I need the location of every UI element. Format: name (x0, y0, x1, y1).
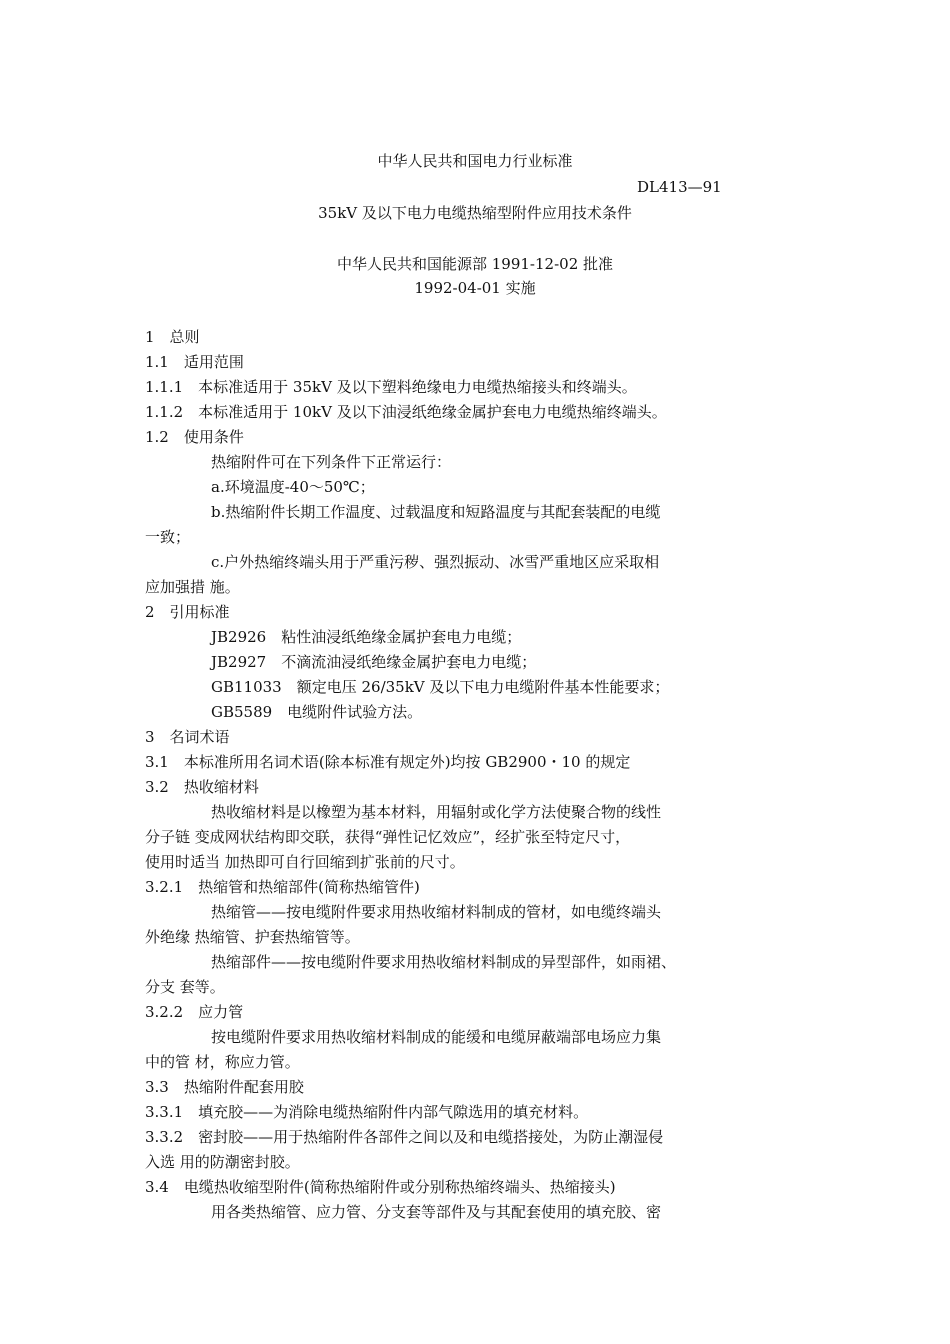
paragraph-line: 中的管 材，称应力管。 (145, 1053, 300, 1071)
reference-item: JB2927 不滴流油浸纸绝缘金属护套电力电缆； (211, 653, 537, 671)
paragraph-line: 热缩管——按电缆附件要求用热收缩材料制成的管材，如电缆终端头 (211, 903, 662, 921)
section-heading: 1.2 使用条件 (145, 428, 244, 446)
clause-line: 1.1.1 本标准适用于 35kV 及以下塑料绝缘电力电缆热缩接头和终端头。 (145, 378, 637, 396)
clause-line: 3.3.1 填充胶——为消除电缆热缩附件内部气隙选用的填充材料。 (145, 1103, 589, 1121)
paragraph-line: 入选 用的防潮密封胶。 (145, 1153, 300, 1171)
section-heading: 3 名词术语 (145, 728, 230, 746)
list-item: b.热缩附件长期工作温度、过载温度和短路温度与其配套装配的电缆 (211, 503, 661, 521)
paragraph-line: 外绝缘 热缩管、护套热缩管等。 (145, 928, 360, 946)
paragraph-line: 分支 套等。 (145, 978, 225, 996)
reference-item: GB5589 电缆附件试验方法。 (211, 703, 423, 721)
list-item: a.环境温度-40～50℃； (211, 478, 375, 496)
list-item: c.户外热缩终端头用于严重污秽、强烈振动、冰雪严重地区应采取相 (211, 553, 660, 571)
reference-item: GB11033 额定电压 26/35kV 及以下电力电缆附件基本性能要求； (211, 678, 670, 696)
document-title: 35kV 及以下电力电缆热缩型附件应用技术条件 (318, 204, 632, 222)
section-heading: 3.4 电缆热收缩型附件(简称热缩附件或分别称热缩终端头、热缩接头) (145, 1178, 616, 1196)
clause-line: 3.3.2 密封胶——用于热缩附件各部件之间以及和电缆搭接处，为防止潮湿侵 (145, 1128, 664, 1146)
section-heading: 3.3 热缩附件配套用胶 (145, 1078, 304, 1096)
paragraph-line: 热缩附件可在下列条件下正常运行： (211, 453, 452, 471)
section-heading: 3.2.2 应力管 (145, 1003, 244, 1021)
paragraph-line: 热收缩材料是以橡塑为基本材料，用辐射或化学方法使聚合物的线性 (211, 803, 662, 821)
approval-line: 中华人民共和国能源部 1991-12-02 批准 (336, 255, 614, 273)
section-heading: 1 总则 (145, 328, 200, 346)
clause-line: 3.1 本标准所用名词术语(除本标准有规定外)均按 GB2900・10 的规定 (145, 753, 631, 771)
paragraph-line: 分子链 变成网状结构即交联，获得“弹性记忆效应”，经扩张至特定尺寸， (145, 828, 631, 846)
paragraph-line: 应加强措 施。 (145, 578, 240, 596)
section-heading: 3.2.1 热缩管和热缩部件(简称热缩管件) (145, 878, 420, 896)
paragraph-line: 使用时适当 加热即可自行回缩到扩张前的尺寸。 (145, 853, 465, 871)
effective-date-line: 1992-04-01 实施 (414, 279, 536, 297)
section-heading: 3.2 热收缩材料 (145, 778, 259, 796)
paragraph-line: 用各类热缩管、应力管、分支套等部件及与其配套使用的填充胶、密 (211, 1203, 662, 1221)
reference-item: JB2926 粘性油浸纸绝缘金属护套电力电缆； (211, 628, 522, 646)
paragraph-line: 热缩部件——按电缆附件要求用热收缩材料制成的异型部件，如雨裙、 (211, 953, 677, 971)
clause-line: 1.1.2 本标准适用于 10kV 及以下油浸纸绝缘金属护套电力电缆热缩终端头。 (145, 403, 667, 421)
section-heading: 2 引用标准 (145, 603, 230, 621)
paragraph-line: 一致； (145, 528, 191, 546)
paragraph-line: 按电缆附件要求用热收缩材料制成的能缓和电缆屏蔽端部电场应力集 (211, 1028, 662, 1046)
issuing-organization: 中华人民共和国电力行业标准 (377, 152, 573, 170)
section-heading: 1.1 适用范围 (145, 353, 244, 371)
standard-code: DL413—91 (637, 178, 722, 196)
